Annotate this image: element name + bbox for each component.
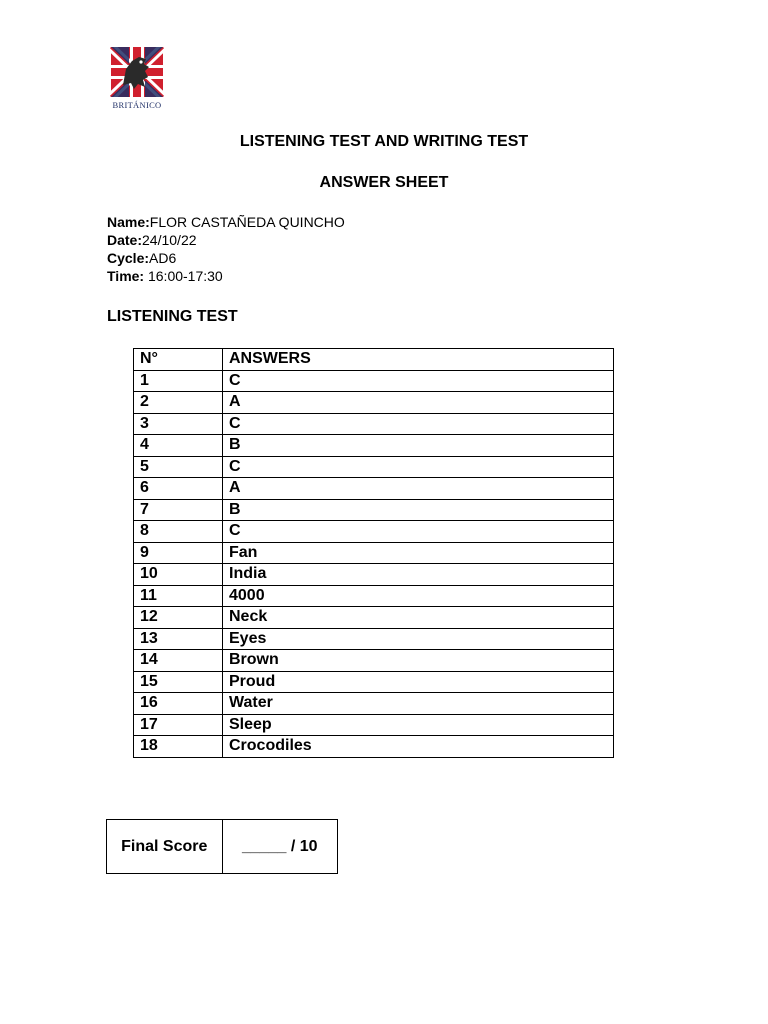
listening-section-title: LISTENING TEST xyxy=(107,308,238,325)
question-number: 2 xyxy=(134,392,223,414)
question-number: 14 xyxy=(134,650,223,672)
answers-body xyxy=(134,370,614,757)
table-row xyxy=(134,370,614,392)
union-jack-lion-icon xyxy=(108,47,166,97)
answer-cell: B xyxy=(223,499,614,521)
question-number: 6 xyxy=(134,478,223,500)
question-number: 13 xyxy=(134,628,223,650)
table-row xyxy=(134,607,614,629)
table-row xyxy=(134,736,614,758)
name-label: Name: xyxy=(107,214,150,230)
time-label: Time: xyxy=(107,268,145,284)
question-number: 4 xyxy=(134,435,223,457)
final-score-box xyxy=(106,819,338,874)
table-row xyxy=(134,650,614,672)
answers-header: ANSWERS xyxy=(223,349,614,371)
time-value: 16:00-17:30 xyxy=(144,268,223,284)
student-info xyxy=(107,213,345,285)
cycle-line xyxy=(107,249,345,267)
answer-cell: Eyes xyxy=(223,628,614,650)
cycle-value: AD6 xyxy=(149,250,177,266)
question-number: 1 xyxy=(134,370,223,392)
date-label: Date: xyxy=(107,232,143,248)
table-row xyxy=(134,521,614,543)
table-row xyxy=(134,392,614,414)
answer-cell: B xyxy=(223,435,614,457)
score-row xyxy=(107,820,338,874)
answer-cell: India xyxy=(223,564,614,586)
table-row xyxy=(134,714,614,736)
question-number: 9 xyxy=(134,542,223,564)
table-row xyxy=(134,564,614,586)
answer-cell: Fan xyxy=(223,542,614,564)
answer-cell: Proud xyxy=(223,671,614,693)
date-line xyxy=(107,231,345,249)
final-score-value: _____ / 10 xyxy=(222,820,338,874)
table-row xyxy=(134,435,614,457)
date-value: 24/10/22 xyxy=(142,232,197,248)
question-number: 18 xyxy=(134,736,223,758)
name-value: FLOR CASTAÑEDA QUINCHO xyxy=(149,214,345,230)
table-row xyxy=(134,413,614,435)
answer-cell: A xyxy=(223,478,614,500)
britanico-logo xyxy=(108,47,166,113)
answer-cell: Neck xyxy=(223,607,614,629)
question-number: 3 xyxy=(134,413,223,435)
table-header-row xyxy=(134,349,614,371)
answer-cell: C xyxy=(223,413,614,435)
table-row xyxy=(134,671,614,693)
answer-cell: Crocodiles xyxy=(223,736,614,758)
question-number: 17 xyxy=(134,714,223,736)
logo-text: BRITÁNICO xyxy=(112,100,162,110)
question-number: 12 xyxy=(134,607,223,629)
answer-cell: C xyxy=(223,456,614,478)
page-subtitle: ANSWER SHEET xyxy=(319,174,449,191)
table-row xyxy=(134,499,614,521)
answer-cell: Sleep xyxy=(223,714,614,736)
final-score-label: Final Score xyxy=(107,820,223,874)
answer-cell: C xyxy=(223,370,614,392)
table-row xyxy=(134,693,614,715)
table-row xyxy=(134,542,614,564)
table-row xyxy=(134,585,614,607)
cycle-label: Cycle: xyxy=(107,250,150,266)
question-number: 15 xyxy=(134,671,223,693)
answer-cell: 4000 xyxy=(223,585,614,607)
question-number: 16 xyxy=(134,693,223,715)
question-number: 10 xyxy=(134,564,223,586)
question-number: 7 xyxy=(134,499,223,521)
table-row xyxy=(134,628,614,650)
answer-cell: C xyxy=(223,521,614,543)
answer-cell: Brown xyxy=(223,650,614,672)
number-header: N° xyxy=(134,349,223,371)
time-line xyxy=(107,267,345,285)
answer-cell: A xyxy=(223,392,614,414)
question-number: 5 xyxy=(134,456,223,478)
page-title: LISTENING TEST AND WRITING TEST xyxy=(239,133,529,150)
question-number: 11 xyxy=(134,585,223,607)
table-row xyxy=(134,478,614,500)
question-number: 8 xyxy=(134,521,223,543)
name-line xyxy=(107,213,345,231)
answer-cell: Water xyxy=(223,693,614,715)
answers-table xyxy=(133,348,614,758)
table-row xyxy=(134,456,614,478)
